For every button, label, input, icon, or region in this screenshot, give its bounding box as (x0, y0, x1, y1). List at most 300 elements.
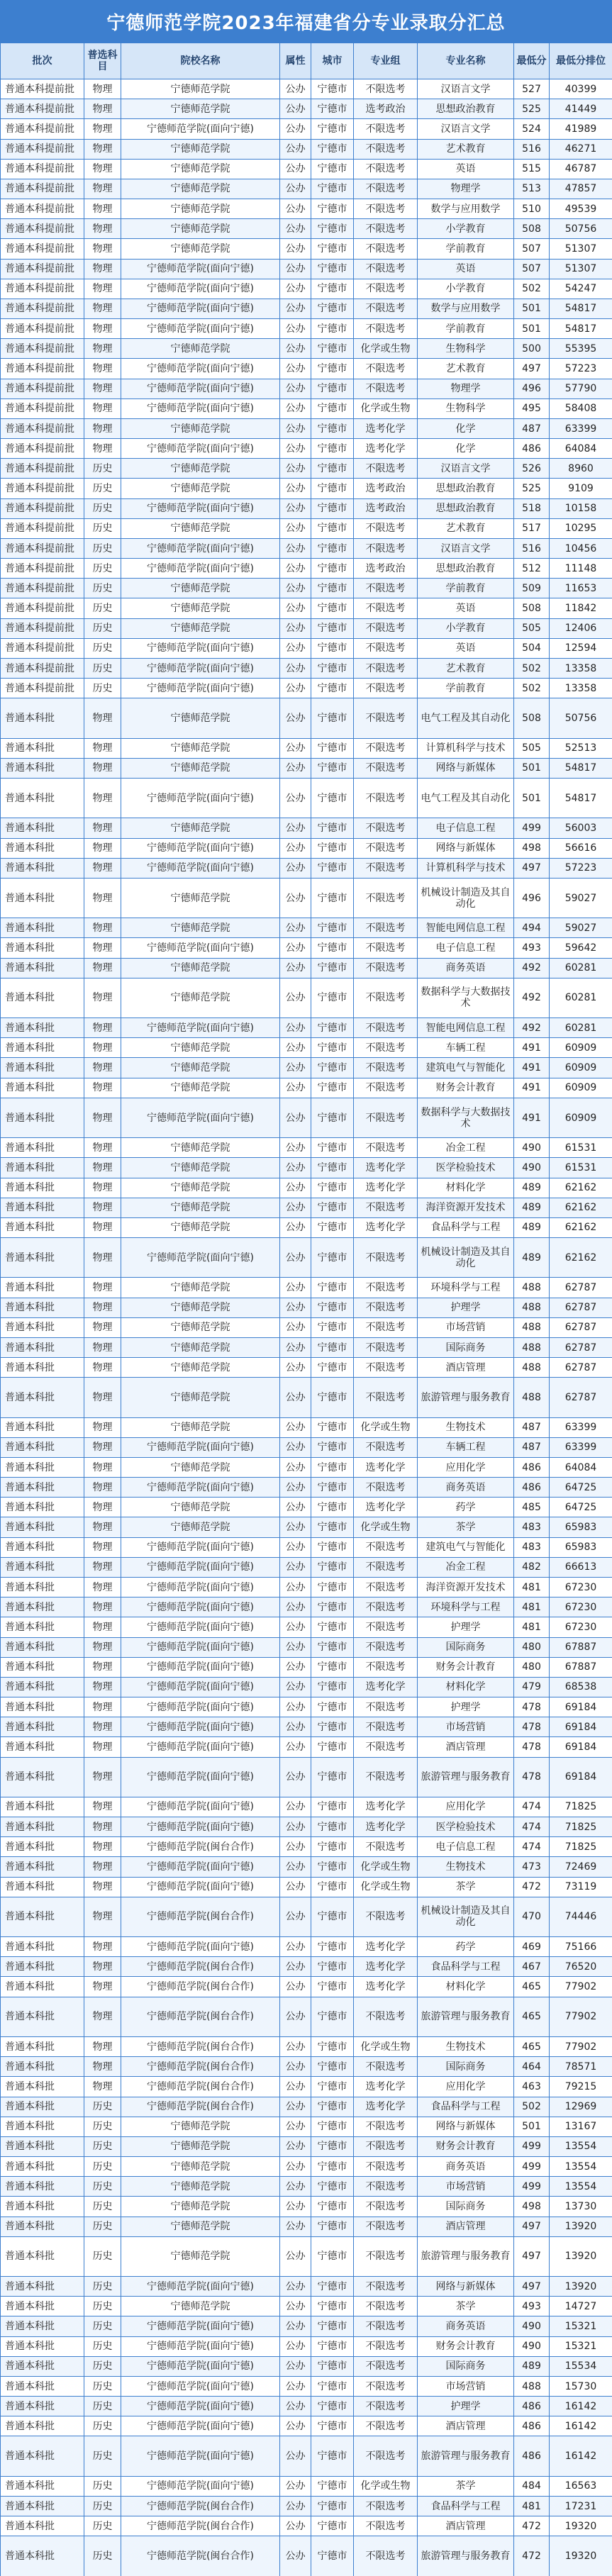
cell-attribute: 公办 (280, 2336, 311, 2356)
cell-batch: 普通本科批 (1, 1178, 84, 1198)
cell-batch: 普通本科批 (1, 1717, 84, 1737)
cell-min-score: 483 (514, 1537, 550, 1557)
cell-min-score: 478 (514, 1737, 550, 1757)
cell-group: 不限选考 (354, 538, 418, 558)
cell-city: 宁德市 (311, 978, 354, 1017)
cell-subject: 物理 (84, 1837, 121, 1857)
cell-subject: 物理 (84, 818, 121, 838)
cell-group: 不限选考 (354, 1598, 418, 1617)
cell-min-score: 505 (514, 738, 550, 758)
cell-school: 宁德师范学院 (121, 219, 280, 239)
cell-min-score: 516 (514, 139, 550, 159)
header-batch: 批次 (1, 43, 84, 79)
cell-major: 酒店管理 (418, 2516, 514, 2536)
cell-attribute: 公办 (280, 2397, 311, 2416)
cell-school: 宁德师范学院 (121, 1217, 280, 1237)
cell-min-score: 487 (514, 1437, 550, 1457)
cell-school: 宁德师范学院 (121, 1358, 280, 1378)
table-row (1, 1337, 612, 1357)
cell-major: 财务会计教育 (418, 1078, 514, 1098)
table-row (1, 2117, 612, 2136)
cell-major: 旅游管理与服务教育 (418, 2436, 514, 2476)
cell-min-rank: 60909 (550, 1058, 612, 1078)
cell-min-rank: 57223 (550, 858, 612, 878)
table-row (1, 758, 612, 778)
table-row (1, 79, 612, 99)
cell-major: 生物技术 (418, 1857, 514, 1877)
cell-group: 不限选考 (354, 658, 418, 678)
cell-min-score: 502 (514, 2097, 550, 2117)
cell-school: 宁德师范学院(闽台合作) (121, 2496, 280, 2516)
cell-city: 宁德市 (311, 439, 354, 459)
cell-min-rank: 19320 (550, 2536, 612, 2576)
cell-city: 宁德市 (311, 219, 354, 239)
cell-min-score: 501 (514, 2117, 550, 2136)
cell-group: 不限选考 (354, 1657, 418, 1677)
cell-min-rank: 51307 (550, 239, 612, 259)
cell-school: 宁德师范学院(面向宁德) (121, 679, 280, 698)
cell-school: 宁德师范学院(面向宁德) (121, 1238, 280, 1278)
cell-attribute: 公办 (280, 1198, 311, 1217)
cell-attribute: 公办 (280, 758, 311, 778)
cell-min-rank: 63399 (550, 1437, 612, 1457)
cell-city: 宁德市 (311, 1557, 354, 1577)
cell-major: 学前教育 (418, 319, 514, 339)
table-row (1, 2297, 612, 2316)
cell-min-score: 489 (514, 1217, 550, 1237)
cell-school: 宁德师范学院 (121, 1198, 280, 1217)
cell-min-score: 509 (514, 579, 550, 598)
cell-min-score: 474 (514, 1817, 550, 1837)
cell-group: 不限选考 (354, 1478, 418, 1498)
cell-major: 食品科学与工程 (418, 2496, 514, 2516)
cell-min-score: 507 (514, 259, 550, 279)
cell-attribute: 公办 (280, 1098, 311, 1137)
cell-city: 宁德市 (311, 1018, 354, 1038)
cell-major: 食品科学与工程 (418, 2097, 514, 2117)
table-row (1, 1217, 612, 1237)
cell-group: 不限选考 (354, 2236, 418, 2276)
cell-batch: 普通本科提前批 (1, 259, 84, 279)
cell-min-score: 525 (514, 479, 550, 498)
cell-min-rank: 54247 (550, 279, 612, 299)
cell-group: 不限选考 (354, 1238, 418, 1278)
cell-school: 宁德师范学院 (121, 1278, 280, 1298)
cell-subject: 历史 (84, 2436, 121, 2476)
cell-major: 车辆工程 (418, 1038, 514, 1058)
cell-batch: 普通本科批 (1, 1677, 84, 1697)
cell-min-score: 508 (514, 698, 550, 738)
table-row (1, 2516, 612, 2536)
table-row (1, 738, 612, 758)
cell-major: 国际商务 (418, 1637, 514, 1657)
cell-subject: 物理 (84, 1217, 121, 1237)
cell-batch: 普通本科批 (1, 838, 84, 858)
cell-city: 宁德市 (311, 758, 354, 778)
cell-group: 不限选考 (354, 2436, 418, 2476)
cell-min-rank: 13554 (550, 2157, 612, 2177)
cell-min-rank: 58408 (550, 398, 612, 418)
cell-school: 宁德师范学院(面向宁德) (121, 638, 280, 658)
cell-attribute: 公办 (280, 2376, 311, 2396)
table-row (1, 1498, 612, 1517)
cell-attribute: 公办 (280, 938, 311, 958)
cell-major: 商务英语 (418, 1478, 514, 1498)
cell-major: 生物技术 (418, 2037, 514, 2057)
cell-school: 宁德师范学院(面向宁德) (121, 359, 280, 379)
cell-subject: 物理 (84, 1578, 121, 1598)
cell-school: 宁德师范学院(面向宁德) (121, 1437, 280, 1457)
cell-min-rank: 16142 (550, 2397, 612, 2416)
cell-min-score: 489 (514, 1178, 550, 1198)
table-row (1, 99, 612, 119)
cell-major: 车辆工程 (418, 1437, 514, 1457)
cell-major: 茶学 (418, 1877, 514, 1897)
cell-group: 选考化学 (354, 1937, 418, 1957)
cell-min-rank: 11653 (550, 579, 612, 598)
table-row (1, 179, 612, 199)
cell-subject: 物理 (84, 179, 121, 199)
cell-city: 宁德市 (311, 1737, 354, 1757)
cell-min-score: 480 (514, 1657, 550, 1677)
cell-attribute: 公办 (280, 139, 311, 159)
cell-subject: 物理 (84, 439, 121, 459)
cell-city: 宁德市 (311, 738, 354, 758)
cell-city: 宁德市 (311, 1537, 354, 1557)
cell-min-score: 473 (514, 1857, 550, 1877)
cell-batch: 普通本科批 (1, 1737, 84, 1757)
cell-city: 宁德市 (311, 1897, 354, 1936)
cell-group: 不限选考 (354, 2416, 418, 2436)
cell-min-rank: 69184 (550, 1737, 612, 1757)
cell-batch: 普通本科提前批 (1, 79, 84, 99)
cell-group: 选考化学 (354, 1498, 418, 1517)
cell-city: 宁德市 (311, 1837, 354, 1857)
cell-school: 宁德师范学院 (121, 418, 280, 438)
cell-school: 宁德师范学院(闽台合作) (121, 1897, 280, 1936)
cell-min-score: 499 (514, 818, 550, 838)
cell-city: 宁德市 (311, 498, 354, 518)
cell-group: 不限选考 (354, 2356, 418, 2376)
cell-min-rank: 63399 (550, 418, 612, 438)
cell-batch: 普通本科批 (1, 858, 84, 878)
cell-group: 不限选考 (354, 938, 418, 958)
cell-city: 宁德市 (311, 1817, 354, 1837)
cell-min-rank: 40399 (550, 79, 612, 99)
cell-attribute: 公办 (280, 1457, 311, 1477)
cell-min-rank: 64084 (550, 1457, 612, 1477)
cell-batch: 普通本科批 (1, 1957, 84, 1977)
cell-major: 应用化学 (418, 1797, 514, 1817)
cell-group: 不限选考 (354, 1337, 418, 1357)
cell-subject: 物理 (84, 1278, 121, 1298)
cell-min-score: 526 (514, 459, 550, 479)
cell-batch: 普通本科批 (1, 2376, 84, 2396)
cell-min-score: 489 (514, 1238, 550, 1278)
table-row (1, 638, 612, 658)
cell-school: 宁德师范学院 (121, 199, 280, 219)
cell-batch: 普通本科批 (1, 918, 84, 938)
table-row (1, 279, 612, 299)
cell-city: 宁德市 (311, 958, 354, 978)
cell-school: 宁德师范学院(面向宁德) (121, 299, 280, 318)
cell-batch: 普通本科批 (1, 878, 84, 918)
table-row (1, 1757, 612, 1797)
cell-city: 宁德市 (311, 1038, 354, 1058)
table-row (1, 1578, 612, 1598)
cell-batch: 普通本科批 (1, 1217, 84, 1237)
cell-batch: 普通本科批 (1, 2496, 84, 2516)
cell-city: 宁德市 (311, 119, 354, 139)
cell-city: 宁德市 (311, 679, 354, 698)
cell-major: 智能电网信息工程 (418, 1018, 514, 1038)
cell-group: 不限选考 (354, 1378, 418, 1417)
cell-school: 宁德师范学院 (121, 758, 280, 778)
cell-min-score: 493 (514, 938, 550, 958)
cell-major: 机械设计制造及其自动化 (418, 1238, 514, 1278)
cell-subject: 物理 (84, 239, 121, 259)
table-row (1, 1378, 612, 1417)
cell-min-rank: 9109 (550, 479, 612, 498)
cell-subject: 历史 (84, 2217, 121, 2236)
cell-min-rank: 71825 (550, 1837, 612, 1857)
cell-attribute: 公办 (280, 1957, 311, 1977)
cell-city: 宁德市 (311, 1217, 354, 1237)
cell-group: 不限选考 (354, 518, 418, 538)
cell-city: 宁德市 (311, 2136, 354, 2156)
cell-batch: 普通本科提前批 (1, 579, 84, 598)
cell-min-score: 485 (514, 1498, 550, 1517)
cell-attribute: 公办 (280, 379, 311, 398)
cell-min-rank: 10295 (550, 518, 612, 538)
cell-group: 不限选考 (354, 199, 418, 219)
table-row (1, 2136, 612, 2156)
cell-batch: 普通本科批 (1, 938, 84, 958)
cell-subject: 物理 (84, 1417, 121, 1437)
cell-city: 宁德市 (311, 2436, 354, 2476)
cell-city: 宁德市 (311, 1417, 354, 1437)
cell-attribute: 公办 (280, 259, 311, 279)
cell-attribute: 公办 (280, 359, 311, 379)
cell-min-rank: 60281 (550, 958, 612, 978)
cell-major: 汉语言文学 (418, 119, 514, 139)
cell-city: 宁德市 (311, 319, 354, 339)
cell-min-score: 487 (514, 418, 550, 438)
cell-batch: 普通本科批 (1, 758, 84, 778)
cell-subject: 物理 (84, 299, 121, 318)
cell-min-score: 490 (514, 1138, 550, 1158)
cell-attribute: 公办 (280, 1337, 311, 1357)
cell-subject: 物理 (84, 1937, 121, 1957)
cell-major: 网络与新媒体 (418, 838, 514, 858)
table-row (1, 319, 612, 339)
cell-subject: 物理 (84, 159, 121, 179)
cell-min-rank: 62162 (550, 1217, 612, 1237)
cell-min-rank: 11148 (550, 559, 612, 579)
cell-subject: 物理 (84, 1317, 121, 1337)
cell-major: 计算机科学与技术 (418, 858, 514, 878)
cell-major: 冶金工程 (418, 1557, 514, 1577)
table-row (1, 679, 612, 698)
cell-school: 宁德师范学院 (121, 1298, 280, 1317)
admission-table (0, 43, 612, 2576)
cell-min-rank: 10158 (550, 498, 612, 518)
cell-min-rank: 47857 (550, 179, 612, 199)
table-row (1, 1837, 612, 1857)
cell-major: 建筑电气与智能化 (418, 1537, 514, 1557)
cell-school: 宁德师范学院 (121, 459, 280, 479)
cell-attribute: 公办 (280, 1857, 311, 1877)
cell-city: 宁德市 (311, 2117, 354, 2136)
cell-batch: 普通本科批 (1, 1757, 84, 1797)
cell-subject: 物理 (84, 1018, 121, 1038)
cell-subject: 历史 (84, 459, 121, 479)
cell-min-score: 497 (514, 2277, 550, 2297)
cell-min-rank: 64725 (550, 1498, 612, 1517)
cell-subject: 物理 (84, 319, 121, 339)
table-row (1, 1817, 612, 1837)
cell-batch: 普通本科批 (1, 1098, 84, 1137)
cell-major: 旅游管理与服务教育 (418, 2236, 514, 2276)
cell-subject: 历史 (84, 538, 121, 558)
cell-school: 宁德师范学院(面向宁德) (121, 1857, 280, 1877)
cell-school: 宁德师范学院 (121, 2197, 280, 2217)
cell-major: 材料化学 (418, 1178, 514, 1198)
cell-min-score: 492 (514, 958, 550, 978)
cell-major: 物理学 (418, 379, 514, 398)
cell-attribute: 公办 (280, 1437, 311, 1457)
cell-min-rank: 51307 (550, 259, 612, 279)
cell-batch: 普通本科批 (1, 2117, 84, 2136)
cell-city: 宁德市 (311, 139, 354, 159)
cell-group: 不限选考 (354, 758, 418, 778)
cell-city: 宁德市 (311, 1158, 354, 1178)
table-row (1, 579, 612, 598)
cell-min-rank: 62787 (550, 1278, 612, 1298)
table-row (1, 538, 612, 558)
table-row (1, 598, 612, 618)
cell-attribute: 公办 (280, 319, 311, 339)
cell-batch: 普通本科提前批 (1, 239, 84, 259)
cell-subject: 物理 (84, 1457, 121, 1477)
cell-attribute: 公办 (280, 1018, 311, 1038)
table-row (1, 398, 612, 418)
cell-group: 不限选考 (354, 978, 418, 1017)
table-row (1, 1478, 612, 1498)
cell-group: 不限选考 (354, 2157, 418, 2177)
cell-group: 选考化学 (354, 1957, 418, 1977)
cell-batch: 普通本科批 (1, 1697, 84, 1717)
cell-batch: 普通本科批 (1, 1977, 84, 1997)
cell-subject: 物理 (84, 1078, 121, 1098)
cell-subject: 物理 (84, 1717, 121, 1737)
cell-batch: 普通本科提前批 (1, 459, 84, 479)
cell-major: 市场营销 (418, 1717, 514, 1737)
cell-min-score: 483 (514, 1517, 550, 1537)
cell-city: 宁德市 (311, 2496, 354, 2516)
cell-batch: 普通本科批 (1, 978, 84, 1017)
cell-min-rank: 12406 (550, 618, 612, 638)
cell-attribute: 公办 (280, 1937, 311, 1957)
cell-subject: 物理 (84, 1598, 121, 1617)
cell-min-rank: 14727 (550, 2297, 612, 2316)
cell-major: 海洋资源开发技术 (418, 1578, 514, 1598)
cell-subject: 物理 (84, 1557, 121, 1577)
cell-attribute: 公办 (280, 279, 311, 299)
cell-subject: 物理 (84, 938, 121, 958)
cell-major: 酒店管理 (418, 1737, 514, 1757)
cell-batch: 普通本科批 (1, 1498, 84, 1517)
cell-major: 艺术教育 (418, 139, 514, 159)
table-row (1, 1158, 612, 1178)
cell-batch: 普通本科提前批 (1, 179, 84, 199)
cell-school: 宁德师范学院(闽台合作) (121, 1957, 280, 1977)
cell-min-score: 492 (514, 978, 550, 1017)
cell-subject: 物理 (84, 219, 121, 239)
cell-school: 宁德师范学院(闽台合作) (121, 1977, 280, 1997)
cell-group: 不限选考 (354, 638, 418, 658)
cell-major: 护理学 (418, 2397, 514, 2416)
cell-major: 材料化学 (418, 1677, 514, 1697)
cell-city: 宁德市 (311, 2376, 354, 2396)
cell-min-score: 481 (514, 1598, 550, 1617)
cell-attribute: 公办 (280, 1058, 311, 1078)
cell-attribute: 公办 (280, 2536, 311, 2576)
cell-city: 宁德市 (311, 1138, 354, 1158)
cell-city: 宁德市 (311, 1677, 354, 1697)
cell-batch: 普通本科提前批 (1, 559, 84, 579)
cell-city: 宁德市 (311, 579, 354, 598)
cell-major: 电子信息工程 (418, 1837, 514, 1857)
cell-min-score: 499 (514, 2177, 550, 2197)
cell-subject: 物理 (84, 1797, 121, 1817)
cell-subject: 物理 (84, 418, 121, 438)
cell-city: 宁德市 (311, 2356, 354, 2376)
cell-school: 宁德师范学院(面向宁德) (121, 938, 280, 958)
cell-min-rank: 62162 (550, 1178, 612, 1198)
cell-subject: 物理 (84, 838, 121, 858)
cell-min-rank: 77902 (550, 2037, 612, 2057)
cell-city: 宁德市 (311, 598, 354, 618)
cell-min-rank: 56616 (550, 838, 612, 858)
cell-attribute: 公办 (280, 738, 311, 758)
cell-city: 宁德市 (311, 1058, 354, 1078)
cell-min-rank: 15730 (550, 2376, 612, 2396)
cell-attribute: 公办 (280, 2097, 311, 2117)
cell-attribute: 公办 (280, 1837, 311, 1857)
cell-major: 学前教育 (418, 679, 514, 698)
cell-city: 宁德市 (311, 479, 354, 498)
cell-attribute: 公办 (280, 818, 311, 838)
cell-group: 不限选考 (354, 119, 418, 139)
cell-school: 宁德师范学院(面向宁德) (121, 1557, 280, 1577)
cell-city: 宁德市 (311, 239, 354, 259)
cell-major: 汉语言文学 (418, 538, 514, 558)
cell-major: 茶学 (418, 2476, 514, 2496)
cell-city: 宁德市 (311, 2416, 354, 2436)
cell-subject: 物理 (84, 1877, 121, 1897)
cell-attribute: 公办 (280, 1537, 311, 1557)
cell-min-rank: 75166 (550, 1937, 612, 1957)
cell-batch: 普通本科提前批 (1, 359, 84, 379)
cell-min-rank: 64725 (550, 1478, 612, 1498)
cell-city: 宁德市 (311, 918, 354, 938)
cell-major: 小学教育 (418, 279, 514, 299)
cell-batch: 普通本科提前批 (1, 379, 84, 398)
cell-major: 物理学 (418, 179, 514, 199)
table-row (1, 1857, 612, 1877)
table-row (1, 1677, 612, 1697)
